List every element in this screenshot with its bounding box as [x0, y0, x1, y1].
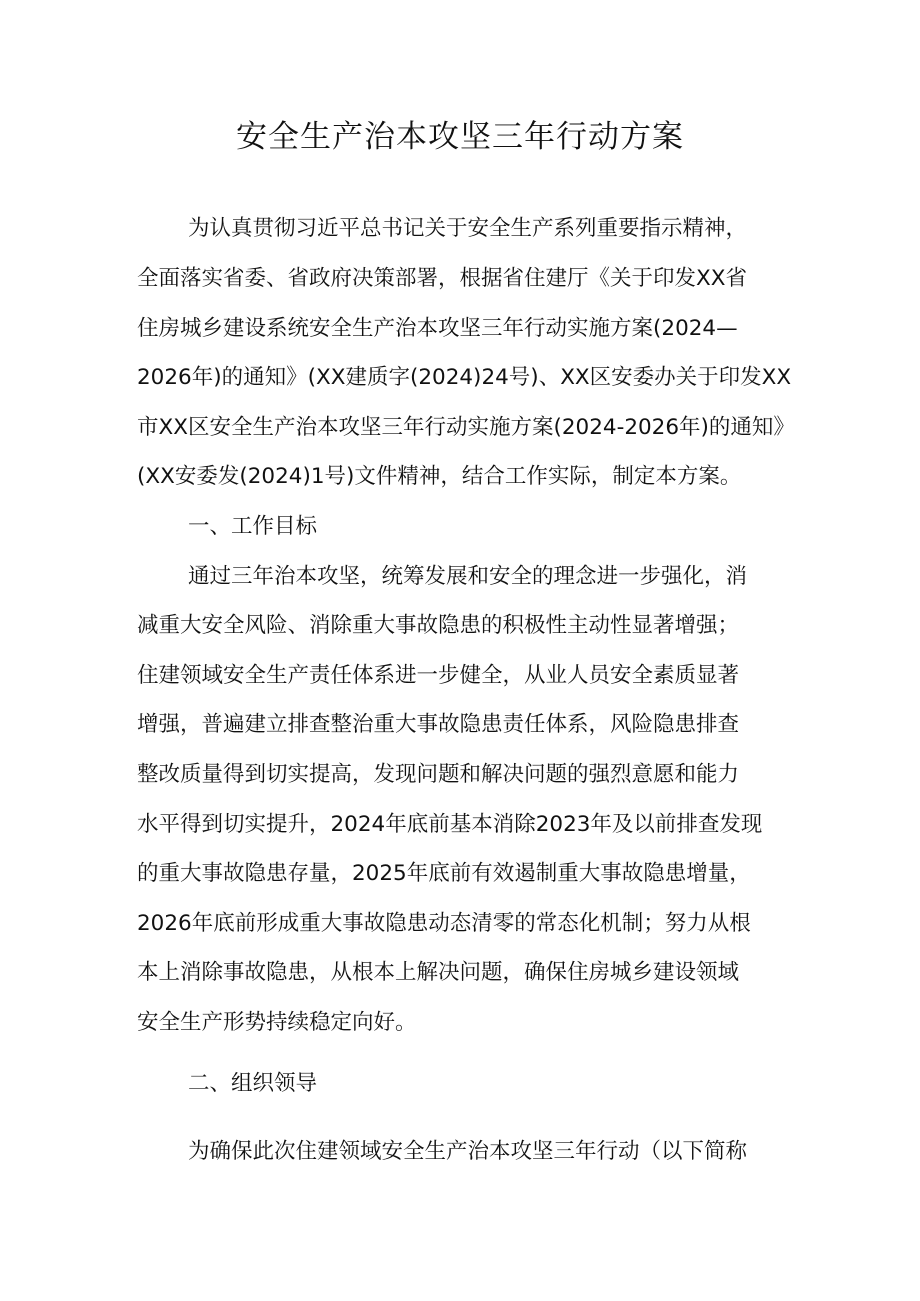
paragraph-line: 的重大事故隐患存量，2025年底前有效遏制重大事故隐患增量，	[137, 861, 751, 886]
paragraph-line: 减重大安全风险、消除重大事故隐患的积极性主动性显著增强；	[137, 613, 740, 638]
paragraph-line: 本上消除事故隐患，从根本上解决问题，确保住房城乡建设领域	[137, 960, 740, 985]
paragraph-line: 住房城乡建设系统安全生产治本攻坚三年行动实施方案(2024—	[137, 316, 738, 341]
paragraph-line: 安全生产形势持续稳定向好。	[137, 1010, 417, 1035]
paragraph-line: 住建领域安全生产责任体系进一步健全，从业人员安全素质显著	[137, 663, 740, 688]
paragraph-line: 通过三年治本攻坚，统筹发展和安全的理念进一步强化，消	[188, 564, 748, 589]
section-heading-organization: 二、组织领导	[188, 1071, 318, 1096]
paragraph-line: 市XX区安全生产治本攻坚三年行动实施方案(2024-2026年)的通知》	[137, 415, 795, 440]
paragraph-line: 为认真贯彻习近平总书记关于安全生产系列重要指示精神，	[188, 216, 748, 241]
paragraph-line: 为确保此次住建领域安全生产治本攻坚三年行动（以下简称	[188, 1139, 748, 1164]
paragraph-line: 2026年底前形成重大事故隐患动态清零的常态化机制；努力从根	[137, 911, 751, 936]
paragraph-line: 2026年)的通知》(XX建质字(2024)24号)、XX区安委办关于印发XX	[137, 365, 792, 390]
paragraph-line: 增强，普遍建立排查整治重大事故隐患责任体系，风险隐患排查	[137, 712, 740, 737]
paragraph-line: 全面落实省委、省政府决策部署，根据省住建厅《关于印发XX省	[137, 266, 747, 291]
paragraph-line: 整改质量得到切实提高，发现问题和解决问题的强烈意愿和能力	[137, 762, 740, 787]
paragraph-line: 水平得到切实提升，2024年底前基本消除2023年及以前排查发现	[137, 812, 763, 837]
section-heading-goals: 一、工作目标	[188, 514, 318, 539]
paragraph-line: (XX安委发(2024)1号)文件精神，结合工作实际，制定本方案。	[137, 464, 742, 489]
document-title: 安全生产治本攻坚三年行动方案	[236, 119, 684, 155]
